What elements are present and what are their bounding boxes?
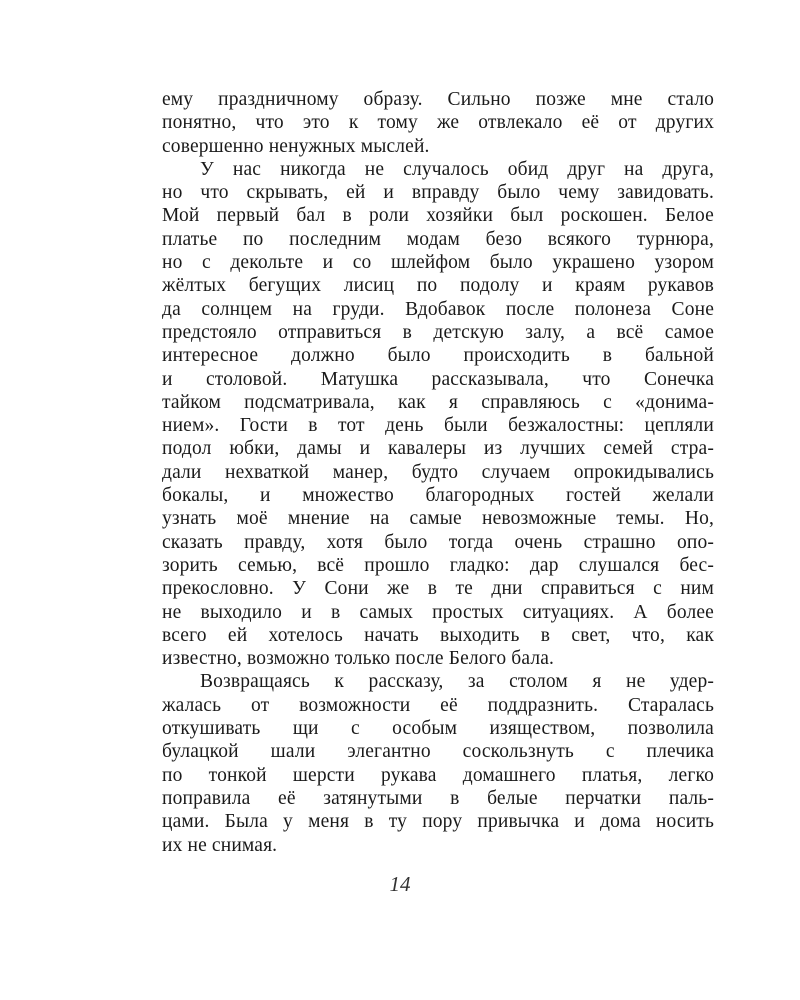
text-line: платье по последним модам безо всякого турнюра,: [162, 228, 714, 250]
book-page-text: [162, 88, 714, 857]
text-line: и столовой. Матушка рассказывала, что Сонечка: [162, 368, 714, 390]
text-line: булацкой шали элегантно соскользнуть с плечика: [162, 741, 714, 763]
text-line: дали нехваткой манер, будто случаем опрокидывались: [162, 461, 714, 483]
text-line: цами. Была у меня в ту пору привычка и дома носить: [162, 811, 714, 833]
text-line: жалась от возможности её поддразнить. Старалась: [162, 694, 714, 716]
text-line: интересное должно было происходить в бальной: [162, 345, 714, 367]
text-line: понятно, что это к тому же отвлекало её от других: [162, 112, 714, 134]
text-line: жёлтых бегущих лисиц по подолу и краям рукавов: [162, 275, 714, 297]
page-number: 14: [389, 872, 411, 896]
text-line: нием». Гости в тот день были безжалостны: цепляли: [162, 415, 714, 437]
text-line: Мой первый бал в роли хозяйки был роскошен. Белое: [162, 205, 714, 227]
text-line: всего ей хотелось начать выходить в свет, что, как: [162, 624, 714, 646]
text-line: откушивать щи с особым изяществом, позволила: [162, 718, 714, 740]
text-line: сказать правду, хотя было тогда очень страшно опо-: [162, 531, 714, 553]
text-line: ему праздничному образу. Сильно позже мне стало: [162, 89, 714, 110]
text-line: тайком подсматривала, как я справляюсь с «донима-: [162, 391, 714, 413]
text-line: подол юбки, дамы и кавалеры из лучших семей стра-: [162, 438, 714, 460]
text-line: прекословно. У Сони же в те дни справиться с ним: [162, 578, 714, 600]
text-line: узнать моё мнение на самые невозможные темы. Но,: [162, 508, 714, 530]
text-line: поправила её затянутыми в белые перчатки паль-: [162, 787, 714, 809]
text-line: известно, возможно только после Белого бала.: [162, 648, 555, 670]
text-line: У нас никогда не случалось обид друг на друга,: [200, 158, 714, 180]
text-line: Возвращаясь к рассказу, за столом я не удер-: [200, 671, 714, 693]
text-line: совершенно ненужных мыслей.: [162, 135, 430, 157]
text-line: не выходило и в самых простых ситуациях. А более: [162, 601, 714, 623]
text-line: по тонкой шерсти рукава домашнего платья, легко: [162, 764, 714, 786]
text-line: да солнцем на груди. Вдобавок после полонеза Соне: [162, 298, 714, 320]
text-line: зорить семью, всё прошло гладко: дар слушался бес-: [162, 554, 714, 576]
text-line: но с декольте и со шлейфом было украшено узором: [162, 252, 714, 274]
text-line: их не снимая.: [162, 834, 278, 856]
text-line: но что скрывать, ей и вправду было чему завидовать.: [162, 182, 714, 204]
text-line: бокалы, и множество благородных гостей желали: [162, 485, 714, 507]
text-line: предстояло отправиться в детскую залу, а всё самое: [162, 321, 714, 343]
